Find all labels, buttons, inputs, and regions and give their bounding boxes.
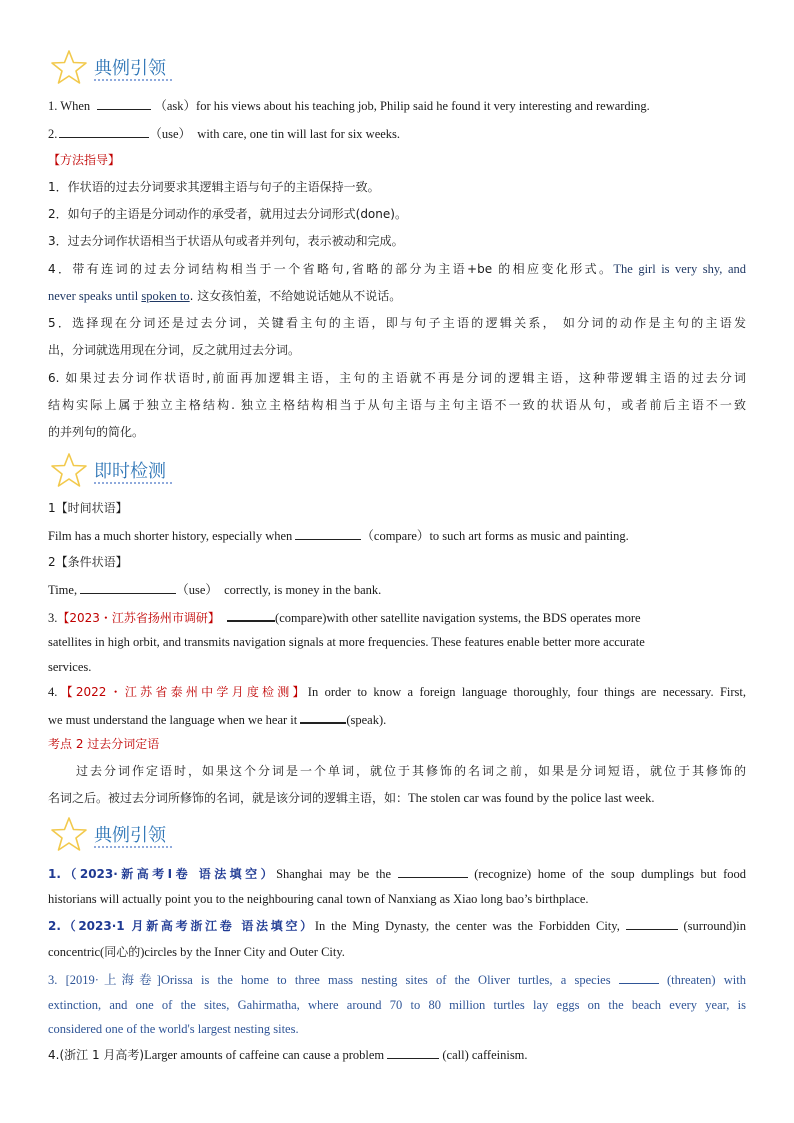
method-point-2: 2．如句子的主语是分词动作的承受者，就用过去分词形式(done)。 <box>48 207 407 221</box>
example-2-line-2: concentric(同心的)circles by the Inner City and Outer City. <box>48 945 345 959</box>
section-title: 典例引领 <box>94 825 166 846</box>
example-4: 4.(浙江 1 月高考)Larger amounts of caffeine can cause a problem (call) caffeinism. <box>48 1048 528 1062</box>
check-2-label: 2【条件状语】 <box>48 555 128 569</box>
method-point-1: 1．作状语的过去分词要求其逻辑主语与句子的主语保持一致。 <box>48 180 380 194</box>
source-tag: 【2023・江苏省扬州市调研】 <box>57 611 220 625</box>
kaodian-para: 过去分词作定语时，如果这个分词是一个单词，就位于其修饰的名词之前，如果是分词短语，就位于其修饰的 <box>76 764 746 778</box>
kaodian-para-cont: 名词之后。被过去分词所修饰的名词，就是该分词的逻辑主语，如：The stolen car was found by the police last week. <box>48 791 655 805</box>
question-2: 2. （use） with care, one tin will last for six weeks. <box>48 127 401 141</box>
answer-blank[interactable] <box>619 971 659 984</box>
answer-blank[interactable] <box>80 581 176 594</box>
example-3: 3. [2019·上海卷]Orissa is the home to three mass nesting sites of the Oliver turtles, a species (threaten) with <box>48 973 746 987</box>
title-underline <box>94 482 172 484</box>
check-4-line-2: we must understand the language when we hear it (speak). <box>48 710 386 728</box>
method-point-3: 3．过去分词作状语相当于状语从句或者并列句，表示被动和完成。 <box>48 234 404 248</box>
check-3-line-3: services. <box>48 660 92 674</box>
kaodian-title: 考点 2 过去分词定语 <box>48 737 160 751</box>
answer-blank[interactable] <box>227 608 275 622</box>
example-1-line-2: historians will actually point you to the neighbouring canal town of Nanxiang as Xiao long bao’s birthplace. <box>48 892 589 906</box>
method-point-5: 5．选择现在分词还是过去分词，关键看主句的主语，即与句子主语的逻辑关系， 如分词的动作是主句的主语发 <box>48 316 746 330</box>
example-3-line-2: extinction, and one of the sites, Gahirmatha, where around 70 to 80 million turtles lay eggs on the beach every year, is <box>48 998 746 1012</box>
check-4-question: 4.【2022・江苏省泰州中学月度检测】In order to know a foreign language thoroughly, four things are necessary. First, <box>48 685 747 699</box>
example-2: 2.（2023·1 月新高考浙江卷 语法填空）In the Ming Dynasty, the center was the Forbidden City, (surround)in <box>48 919 747 933</box>
method-point-6: 6. 如果过去分词作状语时,前面再加逻辑主语，主句的主语就不再是分词的逻辑主语，这种带逻辑主语的过去分词 <box>48 371 746 385</box>
method-title: 【方法指导】 <box>48 153 121 167</box>
example-3-line-3: considered one of the world's largest nesting sites. <box>48 1022 299 1036</box>
answer-blank[interactable] <box>295 527 361 540</box>
source-tag: 【2022・江苏省泰州中学月度检测】 <box>57 685 308 699</box>
check-3-line-2: satellites in high orbit, and transmits navigation signals at more frequencies. These features enable better more accurate <box>48 635 645 649</box>
answer-blank[interactable] <box>300 710 346 724</box>
method-point-6-end: 的并列句的简化。 <box>48 425 145 439</box>
title-underline <box>94 846 172 848</box>
answer-blank[interactable] <box>398 865 468 878</box>
answer-blank[interactable] <box>387 1046 439 1059</box>
question-1: 1. When （ask）for his views about his teaching job, Philip said he found it very interesting and rewarding. <box>48 99 650 113</box>
check-3-question: 3.【2023・江苏省扬州市调研】 (compare)with other satellite navigation systems, the BDS operates more <box>48 608 641 626</box>
method-point-4-cont: never speaks until spoken to. 这女孩怕羞，不给她说话她从不说话。 <box>48 289 402 303</box>
section-title: 典例引领 <box>94 58 166 79</box>
star-icon <box>50 816 88 852</box>
section-title: 即时检测 <box>94 461 166 482</box>
method-point-6-cont: 结构实际上属于独立主格结构. 独立主格结构相当于从句主语与主句主语不一致的状语从句，或者前后主语不一致 <box>48 398 746 412</box>
check-2-question: Time, （use） correctly, is money in the bank. <box>48 583 382 597</box>
spoken-to-text: spoken to <box>141 289 190 303</box>
answer-blank[interactable] <box>97 97 151 110</box>
check-1-label: 1【时间状语】 <box>48 501 128 515</box>
method-point-4: 4．带有连词的过去分词结构相当于一个省略句,省略的部分为主语+be 的相应变化形式。The girl is very shy, and <box>48 262 746 276</box>
star-icon <box>50 452 88 488</box>
example-1: 1.（2023·新高考Ⅰ卷 语法填空）Shanghai may be the (recognize) home of the soup dumplings but food <box>48 867 747 881</box>
check-1-question: Film has a much shorter history, especially when （compare）to such art forms as music and painting. <box>48 529 629 543</box>
answer-blank[interactable] <box>626 917 678 930</box>
answer-blank[interactable] <box>59 125 149 138</box>
title-underline <box>94 79 172 81</box>
star-icon <box>50 49 88 85</box>
method-point-5-cont: 出，分词就选用现在分词，反之就用过去分词。 <box>48 343 301 357</box>
